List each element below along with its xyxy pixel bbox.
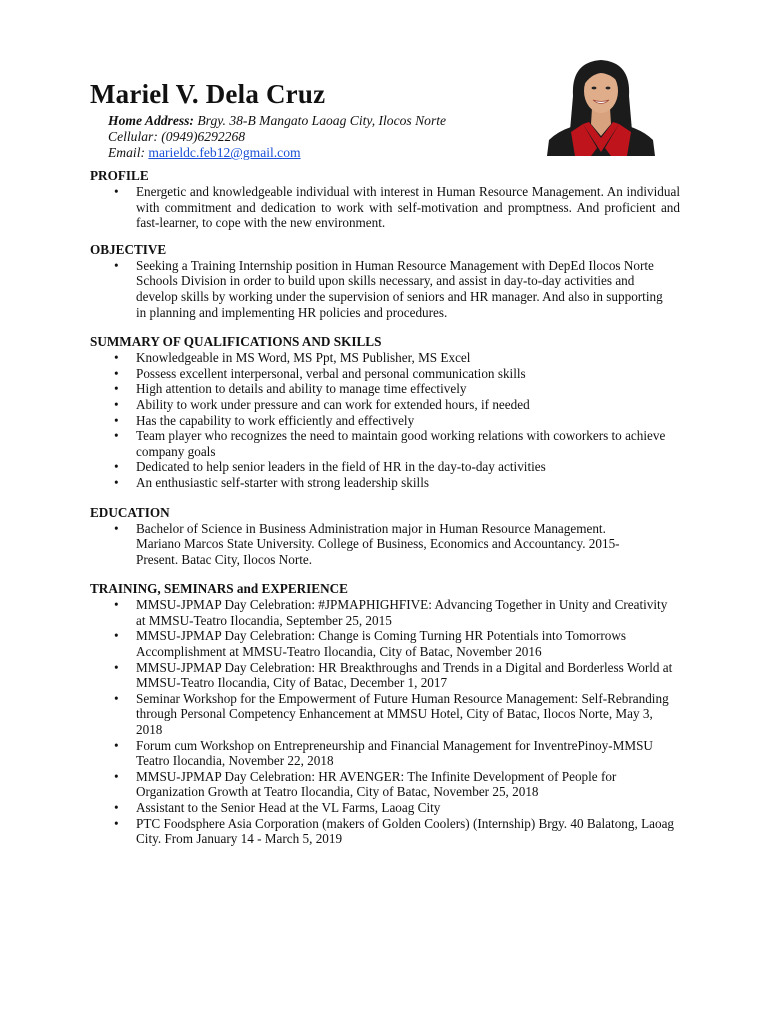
objective-item: • Seeking a Training Internship position in Human Resource Management with DepEd Ilocos Norte Schools Division in order to build upon skills necessary, and assist in day-to-day activities and develop skills by working under the supervision of seniors and HR manager. And also in supporting in planning and implementing HR policies and procedures. bbox=[90, 258, 680, 320]
objective-list bbox=[90, 258, 680, 320]
portrait-image bbox=[541, 56, 661, 156]
skill-item: • Knowledgeable in MS Word, MS Ppt, MS Publisher, MS Excel bbox=[90, 350, 680, 366]
skill-item: • Ability to work under pressure and can work for extended hours, if needed bbox=[90, 397, 680, 413]
profile-section bbox=[90, 168, 680, 231]
candidate-name: Mariel V. Dela Cruz bbox=[90, 79, 326, 109]
training-item: • MMSU-JPMAP Day Celebration: Change is Coming Turning HR Potentials into Tomorrows Accomplishment at MMSU-Teatro Ilocandia, City of Batac, November 2016 bbox=[90, 628, 680, 659]
training-item: • MMSU-JPMAP Day Celebration: HR Breakthroughs and Trends in a Digital and Borderless World at MMSU-Teatro Ilocandia, City of Batac, December 1, 2017 bbox=[90, 660, 680, 691]
skills-list bbox=[90, 350, 680, 490]
email-label: Email: bbox=[108, 145, 145, 160]
skill-item: • Dedicated to help senior leaders in the field of HR in the day-to-day activities bbox=[90, 459, 680, 475]
skill-item: • Team player who recognizes the need to maintain good working relations with coworkers to achieve company goals bbox=[90, 428, 680, 459]
skills-section bbox=[90, 334, 680, 490]
resume-body bbox=[90, 168, 680, 858]
skill-item: • An enthusiastic self-starter with strong leadership skills bbox=[90, 475, 680, 491]
skill-item: • Possess excellent interpersonal, verbal and personal communication skills bbox=[90, 366, 680, 382]
resume-header bbox=[90, 78, 530, 161]
training-list bbox=[90, 597, 680, 847]
email-link[interactable]: marieldc.feb12@gmail.com bbox=[148, 145, 301, 160]
education-list bbox=[90, 521, 680, 568]
objective-heading: OBJECTIVE bbox=[90, 241, 167, 257]
education-item: • Bachelor of Science in Business Administration major in Human Resource Management. Mariano Marcos State University. College of Business, Economics and Accountancy. 2015-Present. Batac City, Ilocos Norte. bbox=[90, 521, 680, 568]
contact-block bbox=[108, 113, 530, 161]
training-item: • Assistant to the Senior Head at the VL Farms, Laoag City bbox=[90, 800, 680, 816]
profile-item: • Energetic and knowledgeable individual with interest in Human Resource Management. An individual with commitment and dedication to work with self-motivation and promptness. And proficient and fast-learner, to cope with the new environment. bbox=[90, 184, 680, 231]
education-heading: EDUCATION bbox=[90, 504, 170, 520]
training-item: • MMSU-JPMAP Day Celebration: #JPMAPHIGHFIVE: Advancing Together in Unity and Creativity at MMSU-Teatro Ilocandia, September 25, 2015 bbox=[90, 597, 680, 628]
training-item: • PTC Foodsphere Asia Corporation (makers of Golden Coolers) (Internship) Brgy. 40 Balatong, Laoag City. From January 14 - March 5, 2019 bbox=[90, 816, 680, 847]
email-line bbox=[108, 145, 530, 161]
skill-item: • Has the capability to work efficiently and effectively bbox=[90, 413, 680, 429]
home-address-line bbox=[108, 113, 530, 129]
training-section bbox=[90, 581, 680, 847]
address-value: Brgy. 38-B Mangato Laoag City, Ilocos Norte bbox=[197, 113, 447, 128]
education-section bbox=[90, 505, 680, 568]
profile-photo bbox=[541, 56, 661, 156]
training-item: • Forum cum Workshop on Entrepreneurship and Financial Management for InventrePinoy-MMSU Teatro Ilocandia, November 22, 2018 bbox=[90, 738, 680, 769]
training-heading: TRAINING, SEMINARS and EXPERIENCE bbox=[90, 581, 348, 597]
objective-section bbox=[90, 242, 680, 320]
training-item: • Seminar Workshop for the Empowerment of Future Human Resource Management: Self-Rebranding through Personal Competency Enhancement at MMSU Hotel, City of Batac, Ilocos Norte, May 3, 2018 bbox=[90, 691, 680, 738]
skills-heading: SUMMARY OF QUALIFICATIONS AND SKILLS bbox=[90, 334, 382, 350]
cellular-line: Cellular: (0949)6292268 bbox=[108, 129, 246, 144]
training-item: • MMSU-JPMAP Day Celebration: HR AVENGER: The Infinite Development of People for Organization Growth at Teatro Ilocandia, City of Batac, November 25, 2018 bbox=[90, 769, 680, 800]
skill-item: • High attention to details and ability to manage time effectively bbox=[90, 381, 680, 397]
profile-list bbox=[90, 184, 680, 231]
profile-heading: PROFILE bbox=[90, 168, 149, 183]
address-label: Home Address: bbox=[108, 113, 194, 128]
